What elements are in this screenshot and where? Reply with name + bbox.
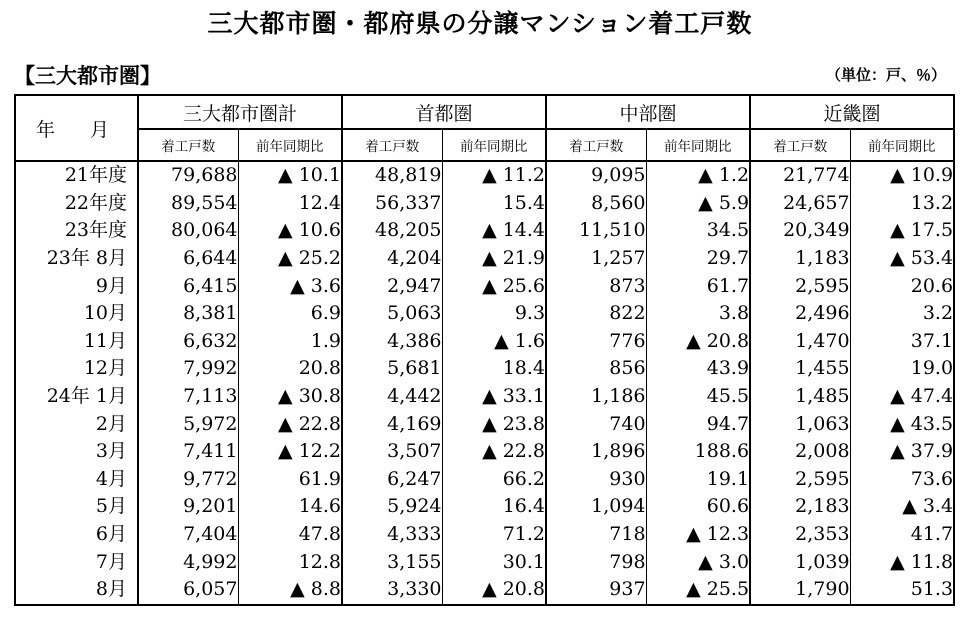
table-row [15, 300, 954, 328]
count-cell: 2,353 [750, 521, 850, 549]
table-row [15, 466, 954, 494]
yoy-cell: 18.4 [442, 355, 546, 383]
row-period: 23年度 [15, 217, 138, 245]
yoy-cell: 9.3 [442, 300, 546, 328]
count-cell: 4,386 [342, 328, 442, 356]
yoy-cell: 51.3 [850, 576, 954, 605]
group-header: 中部圏 [546, 95, 750, 129]
yoy-cell: 3.8 [646, 300, 750, 328]
yoy-header: 前年同期比 [238, 129, 342, 161]
yoy-header: 前年同期比 [442, 129, 546, 161]
table-row [15, 548, 954, 576]
count-cell: 7,113 [138, 383, 238, 411]
count-cell: 1,094 [546, 493, 646, 521]
count-cell: 6,632 [138, 328, 238, 356]
count-cell: 2,595 [750, 272, 850, 300]
yoy-cell: ▲ 3.0 [646, 548, 750, 576]
count-cell: 1,485 [750, 383, 850, 411]
yoy-cell: 29.7 [646, 245, 750, 273]
count-header: 着工戸数 [138, 129, 238, 161]
row-period: 5月 [15, 493, 138, 521]
yoy-cell: ▲ 8.8 [238, 576, 342, 605]
yoy-cell: ▲ 10.9 [850, 161, 954, 190]
count-cell: 8,381 [138, 300, 238, 328]
yoy-cell: 60.6 [646, 493, 750, 521]
count-header: 着工戸数 [750, 129, 850, 161]
yoy-header: 前年同期比 [850, 129, 954, 161]
table-row [15, 245, 954, 273]
count-cell: 1,790 [750, 576, 850, 605]
table-row [15, 190, 954, 218]
count-cell: 1,470 [750, 328, 850, 356]
count-cell: 1,039 [750, 548, 850, 576]
row-period: 6月 [15, 521, 138, 549]
count-cell: 1,455 [750, 355, 850, 383]
yoy-cell: 94.7 [646, 410, 750, 438]
row-period: 21年度 [15, 161, 138, 190]
count-cell: 48,819 [342, 161, 442, 190]
yoy-cell: 73.6 [850, 466, 954, 494]
count-cell: 4,204 [342, 245, 442, 273]
count-cell: 6,644 [138, 245, 238, 273]
yoy-cell: 3.2 [850, 300, 954, 328]
yoy-cell: ▲ 47.4 [850, 383, 954, 411]
table-row [15, 161, 954, 190]
table-row [15, 355, 954, 383]
count-cell: 9,095 [546, 161, 646, 190]
count-cell: 3,155 [342, 548, 442, 576]
count-cell: 9,772 [138, 466, 238, 494]
unit-note: （単位：戸、％） [825, 66, 946, 84]
yoy-cell: ▲ 10.1 [238, 161, 342, 190]
count-cell: 5,681 [342, 355, 442, 383]
count-cell: 2,008 [750, 438, 850, 466]
yoy-cell: ▲ 1.6 [442, 328, 546, 356]
row-period: 10月 [15, 300, 138, 328]
yoy-cell: ▲ 3.6 [238, 272, 342, 300]
count-cell: 930 [546, 466, 646, 494]
count-cell: 48,205 [342, 217, 442, 245]
row-period: 23年 8月 [15, 245, 138, 273]
yoy-cell: 37.1 [850, 328, 954, 356]
table-row [15, 493, 954, 521]
yoy-cell: ▲ 3.4 [850, 493, 954, 521]
yoy-cell: 34.5 [646, 217, 750, 245]
count-cell: 6,057 [138, 576, 238, 605]
row-period: 2月 [15, 410, 138, 438]
yoy-cell: 13.2 [850, 190, 954, 218]
yoy-cell: 71.2 [442, 521, 546, 549]
yoy-cell: ▲ 11.2 [442, 161, 546, 190]
yoy-cell: 61.9 [238, 466, 342, 494]
yoy-cell: 47.8 [238, 521, 342, 549]
yoy-cell: ▲ 20.8 [646, 328, 750, 356]
yoy-cell: 188.6 [646, 438, 750, 466]
yoy-cell: 20.8 [238, 355, 342, 383]
yoy-cell: ▲ 10.6 [238, 217, 342, 245]
year-month-header: 年 月 [15, 95, 138, 161]
yoy-cell: 66.2 [442, 466, 546, 494]
yoy-cell: 61.7 [646, 272, 750, 300]
count-cell: 1,063 [750, 410, 850, 438]
count-cell: 24,657 [750, 190, 850, 218]
yoy-cell: ▲ 25.2 [238, 245, 342, 273]
yoy-cell: ▲ 22.8 [238, 410, 342, 438]
yoy-cell: ▲ 37.9 [850, 438, 954, 466]
yoy-cell: ▲ 11.8 [850, 548, 954, 576]
count-cell: 20,349 [750, 217, 850, 245]
housing-starts-table [14, 94, 955, 606]
yoy-cell: ▲ 21.9 [442, 245, 546, 273]
count-cell: 4,992 [138, 548, 238, 576]
group-header: 近畿圏 [750, 95, 954, 129]
count-cell: 937 [546, 576, 646, 605]
count-header: 着工戸数 [342, 129, 442, 161]
count-cell: 2,947 [342, 272, 442, 300]
row-period: 22年度 [15, 190, 138, 218]
count-cell: 2,496 [750, 300, 850, 328]
yoy-cell: 19.1 [646, 466, 750, 494]
yoy-cell: ▲ 25.6 [442, 272, 546, 300]
count-cell: 740 [546, 410, 646, 438]
yoy-cell: ▲ 5.9 [646, 190, 750, 218]
count-cell: 2,183 [750, 493, 850, 521]
row-period: 11月 [15, 328, 138, 356]
count-cell: 21,774 [750, 161, 850, 190]
yoy-cell: ▲ 25.5 [646, 576, 750, 605]
yoy-cell: 14.6 [238, 493, 342, 521]
yoy-cell: ▲ 1.2 [646, 161, 750, 190]
count-cell: 7,992 [138, 355, 238, 383]
count-cell: 8,560 [546, 190, 646, 218]
row-period: 7月 [15, 548, 138, 576]
yoy-cell: 12.8 [238, 548, 342, 576]
count-cell: 4,169 [342, 410, 442, 438]
row-period: 4月 [15, 466, 138, 494]
yoy-cell: 30.1 [442, 548, 546, 576]
yoy-cell: ▲ 43.5 [850, 410, 954, 438]
table-row [15, 328, 954, 356]
yoy-cell: 45.5 [646, 383, 750, 411]
yoy-header: 前年同期比 [646, 129, 750, 161]
count-cell: 80,064 [138, 217, 238, 245]
yoy-cell: ▲ 23.8 [442, 410, 546, 438]
yoy-cell: 41.7 [850, 521, 954, 549]
yoy-cell: 19.0 [850, 355, 954, 383]
count-cell: 4,333 [342, 521, 442, 549]
row-period: 8月 [15, 576, 138, 605]
yoy-cell: ▲ 14.4 [442, 217, 546, 245]
yoy-cell: ▲ 33.1 [442, 383, 546, 411]
yoy-cell: ▲ 12.2 [238, 438, 342, 466]
count-cell: 5,924 [342, 493, 442, 521]
count-cell: 822 [546, 300, 646, 328]
yoy-cell: 1.9 [238, 328, 342, 356]
group-header: 三大都市圏計 [138, 95, 342, 129]
yoy-cell: 12.4 [238, 190, 342, 218]
count-cell: 1,183 [750, 245, 850, 273]
count-cell: 7,404 [138, 521, 238, 549]
count-cell: 1,186 [546, 383, 646, 411]
yoy-cell: 15.4 [442, 190, 546, 218]
count-cell: 5,063 [342, 300, 442, 328]
count-cell: 856 [546, 355, 646, 383]
count-cell: 9,201 [138, 493, 238, 521]
yoy-cell: ▲ 30.8 [238, 383, 342, 411]
count-cell: 873 [546, 272, 646, 300]
count-cell: 6,247 [342, 466, 442, 494]
count-cell: 3,330 [342, 576, 442, 605]
count-cell: 1,896 [546, 438, 646, 466]
count-cell: 7,411 [138, 438, 238, 466]
yoy-cell: 20.6 [850, 272, 954, 300]
yoy-cell: 16.4 [442, 493, 546, 521]
table-row [15, 272, 954, 300]
count-cell: 776 [546, 328, 646, 356]
section-title: 【三大都市圏】 [14, 64, 161, 88]
table-row [15, 410, 954, 438]
row-period: 3月 [15, 438, 138, 466]
count-cell: 3,507 [342, 438, 442, 466]
count-cell: 79,688 [138, 161, 238, 190]
count-cell: 11,510 [546, 217, 646, 245]
table-row [15, 438, 954, 466]
yoy-cell: ▲ 17.5 [850, 217, 954, 245]
group-header: 首都圏 [342, 95, 546, 129]
count-cell: 56,337 [342, 190, 442, 218]
table-row [15, 576, 954, 605]
table-row [15, 217, 954, 245]
page-title: 三大都市圏・都府県の分譲マンション着工戸数 [207, 9, 753, 38]
count-cell: 2,595 [750, 466, 850, 494]
count-header: 着工戸数 [546, 129, 646, 161]
yoy-cell: ▲ 53.4 [850, 245, 954, 273]
count-cell: 4,442 [342, 383, 442, 411]
row-period: 12月 [15, 355, 138, 383]
count-cell: 6,415 [138, 272, 238, 300]
table-row [15, 383, 954, 411]
table-row [15, 521, 954, 549]
yoy-cell: ▲ 12.3 [646, 521, 750, 549]
row-period: 9月 [15, 272, 138, 300]
count-cell: 89,554 [138, 190, 238, 218]
count-cell: 718 [546, 521, 646, 549]
yoy-cell: ▲ 22.8 [442, 438, 546, 466]
count-cell: 1,257 [546, 245, 646, 273]
count-cell: 5,972 [138, 410, 238, 438]
row-period: 24年 1月 [15, 383, 138, 411]
yoy-cell: ▲ 20.8 [442, 576, 546, 605]
count-cell: 798 [546, 548, 646, 576]
yoy-cell: 6.9 [238, 300, 342, 328]
yoy-cell: 43.9 [646, 355, 750, 383]
